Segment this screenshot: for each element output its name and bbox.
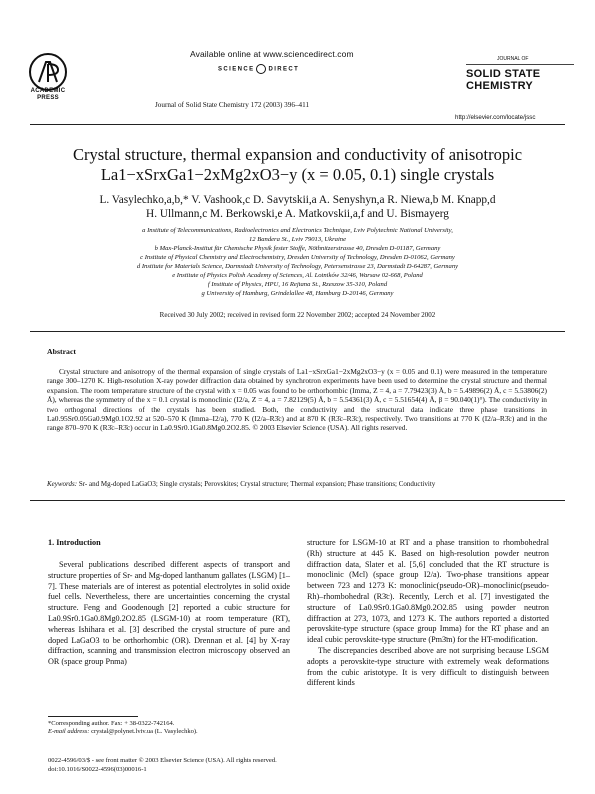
journal-reference: Journal of Solid State Chemistry 172 (2003) 396–411 (155, 101, 310, 109)
abstract-top-divider (30, 331, 565, 332)
journal-name: SOLID STATE CHEMISTRY (466, 68, 541, 92)
affiliation-line: 12 Bandera St., Lviv 79013, Ukraine (248, 236, 347, 243)
sciencedirect-logo: SCIENCE DIRECT (218, 64, 299, 74)
publisher-name: ACADEMIC PRESS (30, 88, 66, 101)
affiliation-line: g University of Hamburg, Grindelallee 48, Hamburg D-20146, Germany (201, 290, 394, 297)
affiliation-line: d Institute for Materials Science, Darmstadt University of Technology, Petersenstrasse 23, Darmstadt D-64287, Germany (136, 263, 459, 270)
affiliation-line: e Institute of Physics Polish Academy of Sciences, Al. Lotników 32/46, Warsaw 02-668, Poland (172, 272, 423, 279)
affiliation-line: b Max-Planck-Institut für Chemische Physik fester Stoffe, Nöthnitzerstrasse 40, Dresden D-01187, Germany (154, 245, 441, 252)
left-column (48, 560, 290, 668)
ap-logo-icon (28, 52, 68, 92)
section-heading-introduction: 1. Introduction (48, 538, 101, 547)
keywords-list: Sr- and Mg-doped LaGaO3; Single crystals; Perovskites; Crystal structure; Thermal expansion; Phase transitions; Conductivity (78, 480, 436, 488)
copyright-footer: 0022-4596/03/$ - see front matter © 2003 Elsevier Science (USA). All rights reserved. doi:10.1016/S0022-4596(03)00016-1 (48, 757, 277, 773)
footnote-divider (48, 716, 138, 717)
journal-logo-rule (466, 64, 574, 65)
received-dates: Received 30 July 2002; received in revised form 22 November 2002; accepted 24 November 2002 (159, 311, 436, 319)
affiliations (60, 226, 535, 298)
abstract-heading: Abstract (47, 347, 77, 356)
available-online-text: Available online at www.sciencedirect.com (190, 49, 354, 59)
header-divider (30, 124, 565, 125)
paragraph: Several publications described different aspects of transport and structure properties of Sr- and Mg-doped lanthanum gallates (LSGM) [1–7]. These materials are of interest as potential electrolytes in solid oxide fuel cells. Nevertheless, there are uncertainties concerning the crystal structure. Feng and Goodenough [2] reported a cubic structure for La0.9Sr0.1Ga0.8Mg0.2O2.85 (LSGM-10) at room temperature (RT), whereas Ishihara et al. [3] described the crystal structure of pure and doped LaGaO3 to be orthorhombic (OR). Drennan et al. [4] by X-ray diffraction, scanning and transmission electron microscopy observed an OR (space group Pnma) (48, 560, 290, 667)
footnote-email: E-mail address: crystal@polynet.lviv.ua (L. Vasylechko). (48, 728, 198, 736)
affiliation-line: f Institute of Physics, HPU, 16 Rejtana St., Rzeszow 35-310, Poland (207, 281, 388, 288)
sd-circle-icon (256, 64, 266, 74)
keywords (47, 480, 547, 489)
journal-small-label: JOURNAL OF (497, 56, 529, 62)
article-title: Crystal structure, thermal expansion and conductivity of anisotropic La1−xSrxGa1−2xMg2xO3−y (x = 0.05, 0.1) single crystals (72, 145, 523, 184)
footnote-corresponding: *Corresponding author. Fax: + 38-0322-742164. (48, 720, 175, 727)
keywords-label: Keywords: (47, 480, 78, 488)
abstract-bottom-divider (30, 500, 565, 501)
affiliation-line: c Institute of Physical Chemistry and Electrochemistry, Dresden University of Technology, Dresden D-01062, Germany (140, 254, 455, 261)
abstract-text: Crystal structure and anisotropy of the thermal expansion of single crystals of La1−xSrxGa1−2xMg2xO3−y (x = 0.05 and 0.1) were measured in the temperature range 300–1270 K. High-resolution X-ray powder diffraction data obtained by synchrotron experiments have been used to determine the crystal structure and thermal expansion. The room temperature structure of the crystal with x = 0.05 was found to be orthorhombic (Imma, Z = 4, a = 7.79423(3) Å, b = 5.49896(2) Å, c = 5.53806(2) Å), whereas the symmetry of the x = 0.1 crystal is monoclinic (I2/a, Z = 4, a = 7.82129(5) Å, b = 5.54361(3) Å, c = 5.51654(4) Å, β = 90.040(1)°). The conductivity in two orthogonal directions of the crystals has been studied. Both, the conductivity and the structural data indicate three phase transitions in La0.95Sr0.05Ga0.9Mg0.1O2.92 at 520–570 K (Imma–I2/a), 770 K (I2/a–R3̄c) and at 870 K (R3̄c–R3̄c), respectively. Two transitions at 770 K (I2/a–R3̄c) and in the range 870–970 K (R3̄c–R3̄c) occur in La0.9Sr0.1Ga0.8Mg0.2O2.85. © 2003 Elsevier Science (USA). All rights reserved. (47, 367, 547, 433)
affiliation-line: a Institute of Telecommunications, Radioelectronics and Electronics Technique, Lviv Polytechnic National University, (142, 227, 453, 234)
right-column (307, 538, 549, 689)
paragraph: structure for LSGM-10 at RT and a phase transition to rhombohedral (Rh) structure at 445 K. Based on high-resolution powder neutron diffraction data, Slater et al. [5,6] concluded that the RT structure is monoclinic (Mcl) (space group I2/a). Two-phase transitions appear between 723 and 1273 K: monoclinic(pseudo-OR)–monoclinic(pseudo-Rh)–rhombohedral (R3̄c). Recently, Lerch et al. [7] investigated the structure of La0.9Sr0.1Ga0.8Mg0.2O2.85 using powder neutron diffraction at 273, 1073, and 1273 K. The authors reported a distorted perovskite-type structure (space group Imma) for the RT phase and an ideal cubic perovskite-type structure (Pm3̄m) for the HT-modification. (307, 538, 549, 645)
journal-url[interactable]: http://elsevier.com/locate/jssc (455, 114, 536, 121)
journal-header (0, 0, 595, 121)
author-list: L. Vasylechko,a,b,* V. Vashook,c D. Savytskii,a A. Senyshyn,a R. Niewa,b M. Knapp,d H. Ullmann,c M. Berkowski,e A. Matkovskii,a,f and U. Bismayerg (99, 194, 496, 220)
footnotes (48, 720, 290, 736)
paragraph: The discrepancies described above are not surprising because LSGM adopts a perovskite-type structure with extremely weak deformations from the cubic aristotype. It is very difficult to distinguish between different kinds (307, 645, 549, 688)
